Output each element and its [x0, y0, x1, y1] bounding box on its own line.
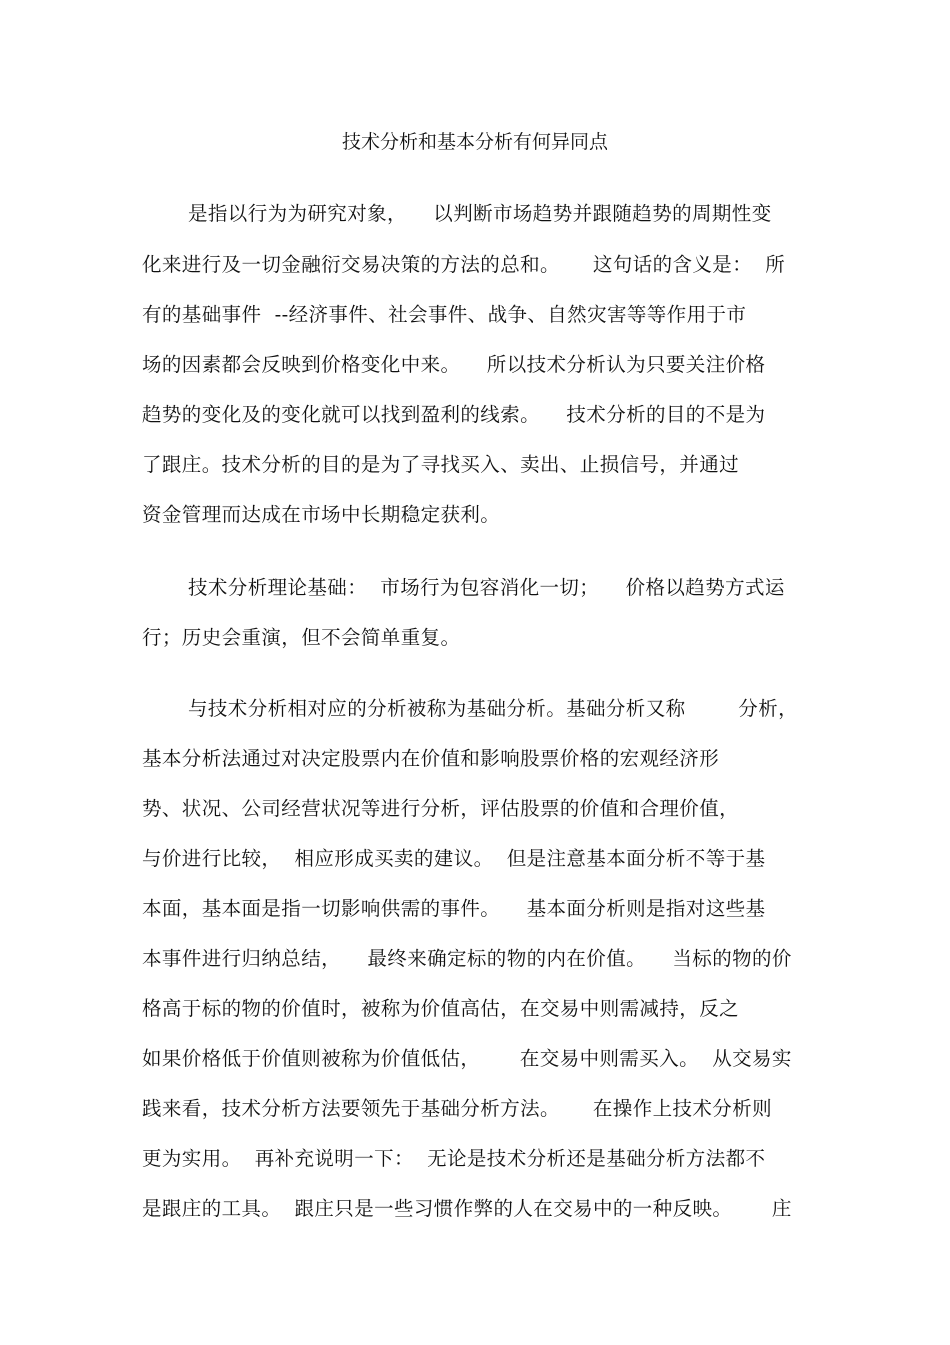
paragraph-3-line-10: 更为实用。 再补充说明一下： 无论是技术分析还是基础分析方法都不	[142, 1147, 766, 1170]
paragraph-1-line-7: 资金管理而达成在市场中长期稳定获利。	[142, 503, 501, 526]
paragraph-3-line-4: 与价进行比较， 相应形成买卖的建议。 但是注意基本面分析不等于基	[142, 847, 766, 870]
paragraph-3-line-7: 格高于标的物的价值时，被称为价值高估，在交易中则需减持，反之	[142, 997, 740, 1020]
paragraph-3-line-2: 基本分析法通过对决定股票内在价值和影响股票价格的宏观经济形	[142, 747, 720, 770]
paragraph-3-line-8: 如果价格低于价值则被称为价值低估， 在交易中则需买入。 从交易实	[142, 1047, 792, 1070]
paragraph-1-line-6: 了跟庄。技术分析的目的是为了寻找买入、卖出、止损信号，并通过	[142, 453, 740, 476]
paragraph-3-line-11: 是跟庄的工具。 跟庄只是一些习惯作弊的人在交易中的一种反映。 庄	[142, 1197, 792, 1220]
paragraph-3-line-3: 势、状况、公司经营状况等进行分析，评估股票的价值和合理价值，	[142, 797, 740, 820]
paragraph-3-line-1: 与技术分析相对应的分析被称为基础分析。基础分析又称 分析，	[188, 697, 798, 720]
paragraph-1-line-5: 趋势的变化及的变化就可以找到盈利的线索。 技术分析的目的不是为	[142, 403, 766, 426]
paragraph-1-line-2: 化来进行及一切金融衍交易决策的方法的总和。 这句话的含义是： 所	[142, 253, 786, 276]
paragraph-3-line-6: 本事件进行归纳总结， 最终来确定标的物的内在价值。 当标的物的价	[142, 947, 792, 970]
paragraph-3-line-9: 践来看，技术分析方法要领先于基础分析方法。 在操作上技术分析则	[142, 1097, 772, 1120]
paragraph-2-line-2: 行；历史会重演，但不会简单重复。	[142, 626, 461, 649]
paragraph-1-line-4: 场的因素都会反映到价格变化中来。 所以技术分析认为只要关注价格	[142, 353, 766, 376]
paragraph-3-line-5: 本面，基本面是指一切影响供需的事件。 基本面分析则是指对这些基	[142, 897, 766, 920]
document-title: 技术分析和基本分析有何异同点	[341, 131, 608, 153]
paragraph-1-line-3: 有的基础事件 --经济事件、社会事件、战争、自然灾害等等作用于市	[142, 303, 747, 326]
paragraph-2-line-1: 技术分析理论基础： 市场行为包容消化一切； 价格以趋势方式运	[188, 576, 785, 599]
paragraph-1-line-1: 是指以行为为研究对象， 以判断市场趋势并跟随趋势的周期性变	[188, 202, 772, 225]
